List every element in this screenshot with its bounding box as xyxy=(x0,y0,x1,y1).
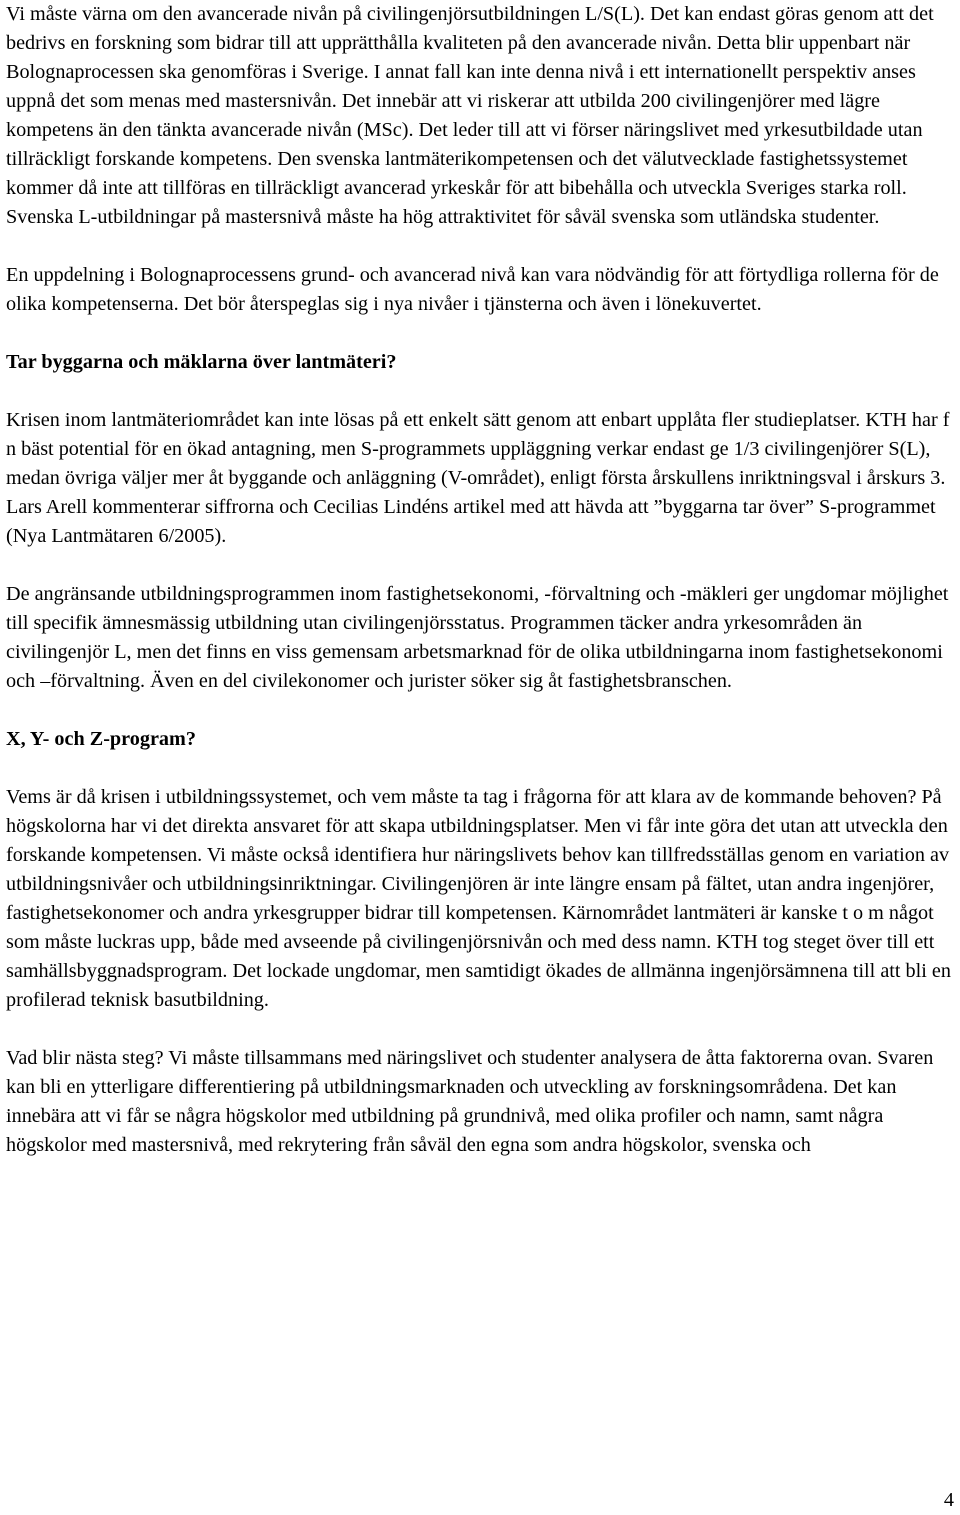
paragraph-krisen: Krisen inom lantmäteriområdet kan inte lösas på ett enkelt sätt genom att enbart upplåta fler studieplatser. KTH har f n bäst potential för en ökad antagning, men S-programmets uppläggning verkar endast ge 1/3 civilingenjörer S(L), medan övriga väljer mer åt byggande och anläggning (V-området), enligt första årskullens inriktningsval i årskurs 3. Lars Arell kommenterar siffrorna och Cecilias Lindéns artikel med att hävda att ”byggarna tar över” S-programmet (Nya Lantmätaren 6/2005). xyxy=(6,409,950,547)
paragraph-angransande: De angränsande utbildningsprogrammen inom fastighetsekonomi, -förvaltning och -mäkleri ger ungdomar möjlighet till specifik ämnesmässig utbildning utan civilingenjörsstatus. Programmen täcker andra yrkesområden än civilingenjör L, men det finns en viss gemensam arbetsmarknad för de olika utbildningarna inom fastighetsekonomi och –förvaltning. Även en del civilekonomer och jurister söker sig åt fastighetsbranschen. xyxy=(6,583,949,692)
paragraph-gap xyxy=(6,754,954,783)
paragraph-gap xyxy=(6,232,954,261)
paragraph-gap xyxy=(6,377,954,406)
paragraph-bologna: En uppdelning i Bolognaprocessens grund- och avancerad nivå kan vara nödvändig för att förtydliga rollerna för de olika kompetenserna. Det bör återspeglas sig i nya nivåer i tjänsterna och även i lönekuvertet. xyxy=(6,264,939,315)
paragraph-gap xyxy=(6,696,954,725)
section-heading-program: X, Y- och Z-program? xyxy=(6,728,196,750)
paragraph-intro: Vi måste värna om den avancerade nivån på civilingenjörsutbildningen L/S(L). Det kan endast göras genom att det bedrivs en forskning som bidrar till att upprätthålla kvaliteten på den avancerade nivån. Detta blir uppenbart när Bolognaprocessen ska genomföras i Sverige. I annat fall kan inte denna nivå i ett internationellt perspektiv anses uppnå det som menas med mastersnivån. Det innebär att vi riskerar att utbilda 200 civilingenjörer med lägre kompetens än den tänkta avancerade nivån (MSc). Det leder till att vi förser näringslivet med yrkesutbildade utan tillräckligt forskande kompetens. Den svenska lantmäterikompetensen och det välutvecklade fastighetssystemet kommer då inte att tillföras en tillräckligt avancerad yrkeskår för att bibehålla och utveckla Sveriges starka roll. Svenska L-utbildningar på mastersnivå måste ha hög attraktivitet för såväl svenska som utländska studenter. xyxy=(6,3,934,228)
page-number: 4 xyxy=(943,1489,954,1511)
paragraph-vems: Vems är då krisen i utbildningssystemet, och vem måste ta tag i frågorna för att klara av de kommande behoven? På högskolorna har vi det direkta ansvaret för att skapa utbildningsplatser. Men vi får inte göra det utan att utveckla den forskande kompetensen. Vi måste också identifiera hur näringslivets behov kan tillfredsställas genom en variation av utbildningsnivåer och utbildningsinriktningar. Civilingenjören är inte längre ensam på fältet, utan andra ingenjörer, fastighetsekonomer och andra yrkesgrupper bidrar till kompetensen. Kärnområdet lantmäteri är kanske t o m något som måste luckras upp, både med avseende på civilingenjörsnivån och med dess namn. KTH tog steget över till ett samhällsbyggnadsprogram. Det lockade ungdomar, men samtidigt ökades de allmänna ingenjörsämnena till att bli en profilerad teknisk basutbildning. xyxy=(6,786,951,1011)
paragraph-nasta-steg: Vad blir nästa steg? Vi måste tillsammans med näringslivet och studenter analysera de åtta faktorerna ovan. Svaren kan bli en ytterligare differentiering på utbildningsmarknaden och utveckling av forskningsområdena. Det kan innebära att vi får se några högskolor med utbildning på grundnivå, med olika profiler och namn, samt några högskolor med mastersnivå, med rekrytering från såväl den egna som andra högskolor, svenska och xyxy=(6,1047,934,1156)
section-heading-lantmateri: Tar byggarna och mäklarna över lantmäteri? xyxy=(6,351,397,373)
paragraph-gap xyxy=(6,319,954,348)
document-flow xyxy=(6,0,954,1160)
paragraph-gap xyxy=(6,551,954,580)
paragraph-gap xyxy=(6,1015,954,1044)
